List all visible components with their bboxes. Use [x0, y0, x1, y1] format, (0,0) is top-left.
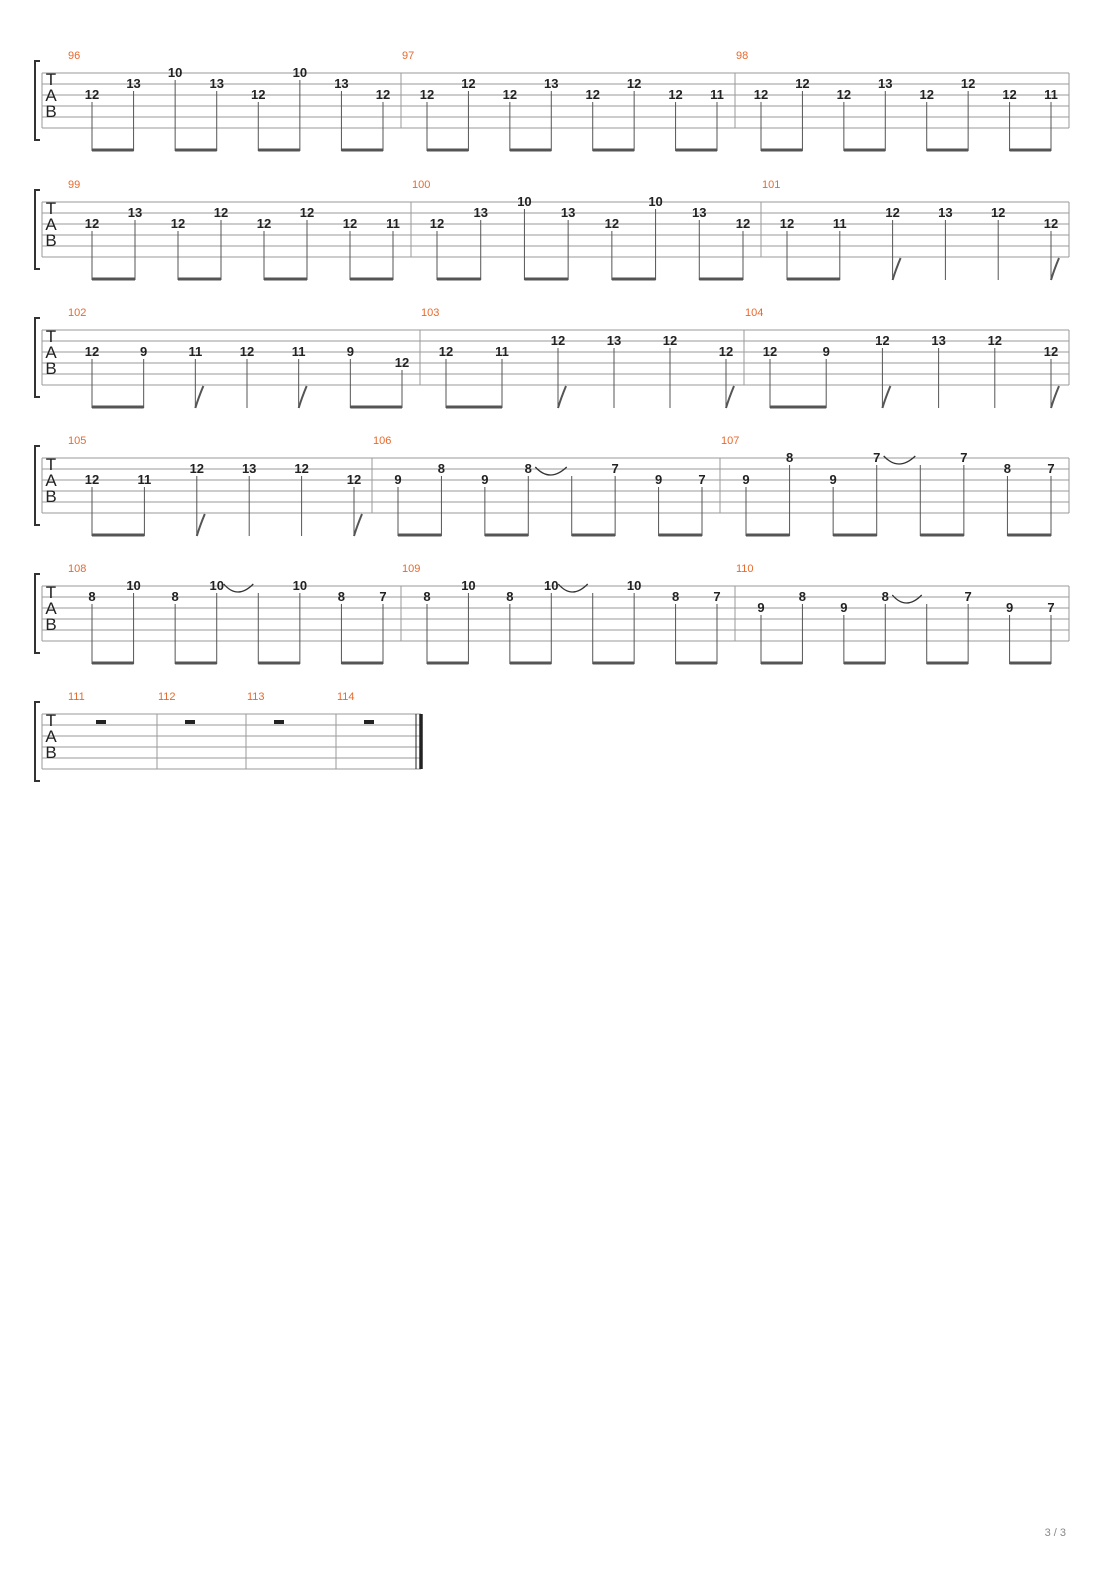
note-beam — [92, 662, 134, 665]
fret-number: 8 — [671, 589, 680, 604]
fret-number: 9 — [822, 344, 830, 359]
fret-number: 12 — [84, 216, 100, 231]
fret-number: 10 — [626, 578, 642, 593]
fret-number: 11 — [495, 344, 509, 359]
fret-number: 9 — [140, 344, 148, 359]
fret-number: 11 — [188, 344, 203, 359]
note-beam — [485, 534, 528, 537]
fret-number: 8 — [881, 589, 889, 604]
fret-number: 12 — [662, 333, 678, 348]
fret-number: 13 — [606, 333, 622, 348]
fret-number: 7 — [960, 450, 968, 465]
fret-number: 12 — [461, 76, 476, 91]
tab-system — [35, 435, 1069, 537]
tab-clef-letter: B — [45, 487, 57, 506]
note-beam — [92, 278, 135, 281]
fret-number: 12 — [438, 344, 454, 359]
measure — [412, 179, 750, 281]
measure-number: 111 — [68, 691, 85, 703]
tab-system — [35, 307, 1069, 409]
fret-number: 12 — [342, 216, 358, 231]
tie-arc — [558, 584, 587, 592]
tab-clef-letter: B — [45, 743, 57, 762]
fret-number: 12 — [885, 205, 900, 220]
tab-clef-letter: A — [45, 471, 57, 490]
tab-system — [35, 179, 1069, 281]
fret-number: 8 — [88, 589, 96, 604]
rest-symbol — [185, 720, 195, 724]
fret-number: 7 — [611, 461, 619, 476]
system-bracket — [35, 318, 40, 397]
note-flag — [558, 386, 566, 408]
note-flag — [893, 258, 901, 280]
fret-number: 7 — [713, 589, 721, 604]
note-beam — [833, 534, 877, 537]
measure-number: 106 — [373, 435, 392, 447]
note-beam — [350, 278, 393, 281]
fret-number: 12 — [919, 87, 934, 102]
fret-number: 8 — [423, 589, 431, 604]
fret-number: 10 — [126, 578, 141, 593]
page-number: 3 / 3 — [1044, 1527, 1066, 1539]
note-beam — [341, 149, 383, 152]
tab-clef-letter: T — [45, 711, 57, 730]
fret-number: 12 — [779, 216, 795, 231]
note-beam — [175, 662, 217, 665]
fret-number: 12 — [762, 344, 778, 359]
fret-number: 12 — [170, 216, 186, 231]
measure-number: 108 — [68, 563, 87, 575]
tab-clef-letter: T — [45, 583, 57, 602]
tab-clef-letter: B — [45, 615, 57, 634]
note-beam — [258, 662, 300, 665]
measure — [421, 307, 734, 409]
note-beam — [844, 149, 885, 152]
fret-number: 12 — [753, 87, 769, 102]
fret-number: 13 — [931, 333, 946, 348]
fret-number: 9 — [1005, 600, 1014, 615]
note-beam — [787, 278, 840, 281]
fret-number: 12 — [346, 472, 362, 487]
measure-number: 105 — [68, 435, 87, 447]
note-beam — [427, 662, 468, 665]
fret-number: 12 — [1043, 216, 1059, 231]
fret-number: 11 — [386, 216, 400, 231]
fret-number: 12 — [987, 333, 1003, 348]
tab-clef-letter: B — [45, 359, 57, 378]
measure — [68, 435, 362, 537]
measure — [736, 563, 1055, 665]
fret-number: 10 — [461, 578, 476, 593]
fret-number: 11 — [137, 472, 152, 487]
fret-number: 12 — [604, 216, 620, 231]
fret-number: 12 — [429, 216, 445, 231]
fret-number: 7 — [1047, 461, 1055, 476]
rest-symbol — [274, 720, 284, 724]
system-bracket — [35, 190, 40, 269]
fret-number: 9 — [346, 344, 354, 359]
fret-number: 12 — [84, 87, 100, 102]
measure — [736, 50, 1058, 152]
measure — [337, 691, 374, 724]
note-beam — [593, 149, 634, 152]
measure-number: 96 — [68, 50, 81, 62]
measure-number: 107 — [721, 435, 740, 447]
fret-number: 13 — [473, 205, 488, 220]
note-beam — [446, 406, 502, 409]
measure-number: 97 — [402, 50, 415, 62]
tie-arc — [884, 456, 916, 464]
tab-clef-letter: A — [45, 86, 57, 105]
fret-number: 10 — [648, 194, 663, 209]
fret-number: 12 — [251, 87, 266, 102]
fret-number: 10 — [517, 194, 532, 209]
measure — [68, 179, 400, 281]
note-beam — [699, 278, 743, 281]
measure-number: 103 — [421, 307, 440, 319]
fret-number: 12 — [213, 205, 229, 220]
fret-number: 13 — [241, 461, 257, 476]
fret-number: 13 — [127, 205, 143, 220]
note-beam — [1010, 662, 1051, 665]
measure-number: 109 — [402, 563, 421, 575]
measure-number: 99 — [68, 179, 81, 191]
note-beam — [92, 534, 144, 537]
tab-clef-letter: T — [45, 199, 57, 218]
measure-number: 101 — [762, 179, 781, 191]
fret-number: 13 — [692, 205, 707, 220]
fret-number: 8 — [337, 589, 346, 604]
note-beam — [761, 149, 802, 152]
fret-number: 9 — [840, 600, 848, 615]
note-beam — [398, 534, 441, 537]
note-beam — [178, 278, 221, 281]
fret-number: 8 — [437, 461, 446, 476]
fret-number: 12 — [550, 333, 566, 348]
fret-number: 9 — [742, 472, 750, 487]
fret-number: 13 — [560, 205, 576, 220]
fret-number: 12 — [1043, 344, 1059, 359]
fret-number: 7 — [379, 589, 387, 604]
note-beam — [510, 662, 551, 665]
tab-clef-letter: B — [45, 231, 57, 250]
fret-number: 12 — [836, 87, 852, 102]
system-bracket — [35, 574, 40, 653]
note-flag — [1051, 258, 1059, 280]
tab-clef-letter: A — [45, 215, 57, 234]
fret-number: 8 — [506, 589, 514, 604]
fret-number: 13 — [878, 76, 893, 91]
measure-number: 114 — [337, 691, 355, 703]
measure — [68, 563, 387, 665]
fret-number: 10 — [292, 578, 308, 593]
measure — [762, 179, 1059, 281]
fret-number: 10 — [167, 65, 183, 80]
note-beam — [341, 662, 383, 665]
measure — [402, 50, 724, 152]
tab-clef-letter: T — [45, 327, 57, 346]
fret-number: 12 — [990, 205, 1006, 220]
note-beam — [524, 278, 568, 281]
tab-clef-letter: A — [45, 599, 57, 618]
note-beam — [746, 534, 790, 537]
fret-number: 12 — [585, 87, 600, 102]
measure-number: 102 — [68, 307, 87, 319]
tab-clef-letter: T — [45, 70, 57, 89]
measure — [247, 691, 284, 724]
fret-number: 13 — [209, 76, 224, 91]
note-beam — [593, 662, 634, 665]
fret-number: 7 — [873, 450, 881, 465]
fret-number: 12 — [394, 355, 410, 370]
fret-number: 13 — [334, 76, 349, 91]
measure-number: 113 — [247, 691, 265, 703]
fret-number: 12 — [875, 333, 890, 348]
measure — [68, 307, 409, 409]
fret-number: 10 — [209, 578, 224, 593]
tab-system — [35, 691, 421, 781]
fret-number: 8 — [1003, 461, 1012, 476]
fret-number: 12 — [299, 205, 315, 220]
measure — [68, 50, 390, 152]
note-flag — [354, 514, 362, 536]
note-beam — [510, 149, 551, 152]
fret-number: 9 — [757, 600, 765, 615]
fret-number: 9 — [394, 472, 402, 487]
fret-number: 12 — [735, 216, 751, 231]
note-beam — [1010, 149, 1051, 152]
fret-number: 12 — [795, 76, 810, 91]
tab-clef-letter: B — [45, 102, 57, 121]
measure — [745, 307, 1059, 409]
fret-number: 12 — [84, 472, 100, 487]
fret-number: 7 — [698, 472, 706, 487]
fret-number: 11 — [291, 344, 306, 359]
system-bracket — [35, 702, 40, 781]
fret-number: 9 — [481, 472, 489, 487]
fret-number: 7 — [1047, 600, 1055, 615]
measure-number: 110 — [736, 563, 754, 575]
measure-number: 112 — [158, 691, 176, 703]
note-beam — [1007, 534, 1051, 537]
rest-symbol — [96, 720, 106, 724]
measure — [402, 563, 721, 665]
note-beam — [659, 534, 702, 537]
fret-number: 13 — [938, 205, 953, 220]
fret-number: 12 — [84, 344, 100, 359]
measure — [373, 435, 706, 537]
note-beam — [920, 534, 964, 537]
note-flag — [195, 386, 203, 408]
fret-number: 12 — [294, 461, 309, 476]
note-beam — [258, 149, 300, 152]
note-flag — [726, 386, 734, 408]
fret-number: 13 — [544, 76, 559, 91]
fret-number: 13 — [126, 76, 141, 91]
fret-number: 12 — [1002, 87, 1017, 102]
fret-number: 12 — [626, 76, 642, 91]
fret-number: 12 — [960, 76, 976, 91]
fret-number: 12 — [419, 87, 435, 102]
tab-system — [35, 563, 1069, 665]
system-bracket — [35, 61, 40, 140]
note-beam — [427, 149, 468, 152]
fret-number: 11 — [1044, 87, 1058, 102]
note-beam — [676, 662, 717, 665]
note-beam — [770, 406, 826, 409]
fret-number: 8 — [798, 589, 807, 604]
tab-clef-letter: T — [45, 455, 57, 474]
fret-number: 12 — [375, 87, 391, 102]
fret-number: 9 — [829, 472, 837, 487]
tie-arc — [535, 467, 566, 475]
note-flag — [299, 386, 307, 408]
measure-number: 100 — [412, 179, 431, 191]
note-beam — [92, 149, 134, 152]
note-beam — [612, 278, 656, 281]
fret-number: 12 — [718, 344, 734, 359]
note-flag — [882, 386, 890, 408]
fret-number: 12 — [189, 461, 205, 476]
fret-number: 12 — [239, 344, 255, 359]
note-beam — [676, 149, 717, 152]
measure — [68, 691, 106, 724]
measure — [721, 435, 1055, 537]
fret-number: 10 — [292, 65, 308, 80]
fret-number: 8 — [524, 461, 532, 476]
fret-number: 12 — [256, 216, 272, 231]
note-beam — [264, 278, 307, 281]
note-beam — [927, 662, 968, 665]
fret-number: 12 — [502, 87, 518, 102]
fret-number: 11 — [832, 216, 847, 231]
measure-number: 104 — [745, 307, 764, 319]
note-beam — [437, 278, 481, 281]
note-beam — [92, 406, 144, 409]
tab-system — [35, 50, 1069, 152]
tie-arc — [224, 584, 254, 592]
note-beam — [350, 406, 402, 409]
fret-number: 11 — [710, 87, 724, 102]
note-beam — [175, 149, 217, 152]
tab-clef-letter: A — [45, 343, 57, 362]
note-beam — [844, 662, 885, 665]
fret-number: 12 — [668, 87, 683, 102]
rest-symbol — [364, 720, 374, 724]
tie-arc — [892, 595, 921, 603]
system-bracket — [35, 446, 40, 525]
fret-number: 7 — [964, 589, 972, 604]
tab-clef-letter: A — [45, 727, 57, 746]
note-flag — [197, 514, 205, 536]
fret-number: 10 — [544, 578, 559, 593]
measure — [158, 691, 195, 724]
measure-number: 98 — [736, 50, 749, 62]
fret-number: 8 — [171, 589, 179, 604]
note-beam — [761, 662, 802, 665]
fret-number: 9 — [654, 472, 663, 487]
note-flag — [1051, 386, 1059, 408]
note-beam — [927, 149, 968, 152]
fret-number: 8 — [785, 450, 794, 465]
note-beam — [572, 534, 615, 537]
